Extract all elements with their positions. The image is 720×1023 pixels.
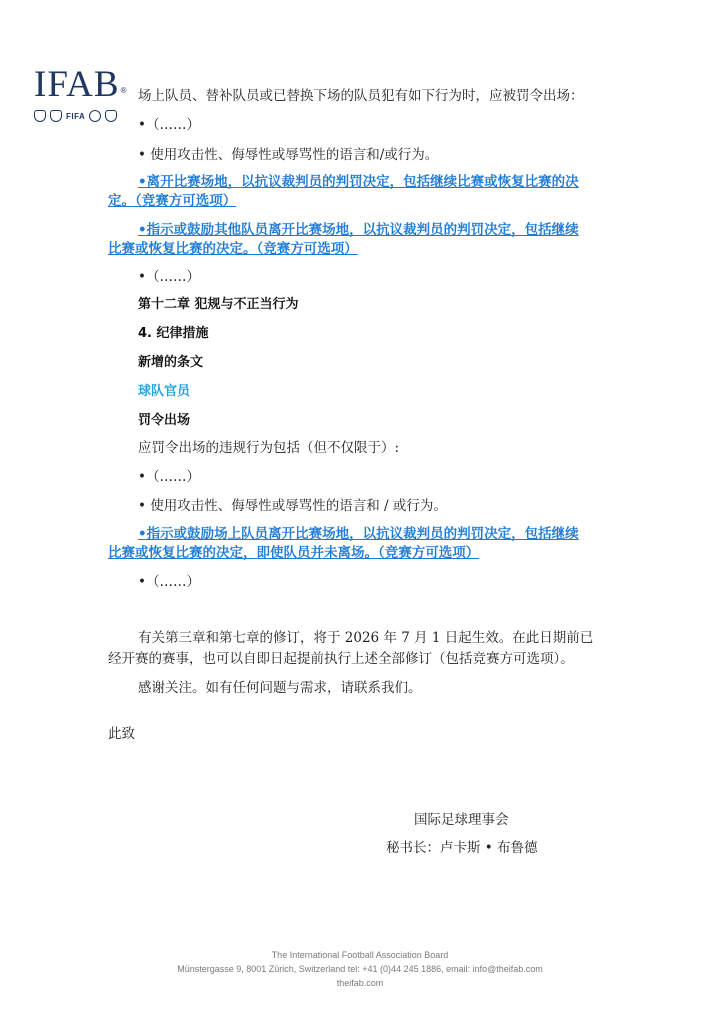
organization-name: 国际足球理事会 bbox=[414, 812, 509, 828]
member-associations bbox=[34, 110, 134, 122]
logo-text: IFAB bbox=[34, 64, 120, 105]
effective-date-paragraph: 经开赛的赛事，也可以自即日起提前执行上述全部修订（包括竞赛方可选项）。 bbox=[108, 651, 574, 667]
northern-ireland-crest-icon bbox=[105, 110, 117, 122]
thanks-paragraph: 感谢关注。如有任何问题与需求，请联系我们。 bbox=[138, 680, 422, 696]
footer-address: Münstergasse 9, 8001 Zürich, Switzerland tel: +41 (0)44 245 1886, email: info@theifab.com bbox=[177, 964, 543, 974]
list-item: •（……） bbox=[138, 117, 200, 133]
closing-salutation: 此致 bbox=[108, 726, 135, 742]
amendment-line: •离开比赛场地，以抗议裁判员的判罚决定，包括继续比赛或恢复比赛的决 bbox=[138, 174, 579, 190]
intro-text: 场上队员、替补队员或已替换下场的队员犯有如下行为时，应被罚令出场： bbox=[138, 88, 584, 104]
scotland-crest-icon bbox=[50, 110, 62, 122]
amendment-line: •指示或鼓励其他队员离开比赛场地，以抗议裁判员的判罚决定，包括继续 bbox=[138, 222, 579, 238]
fifa-logo: FIFA bbox=[66, 111, 86, 121]
footer-org: The International Football Association Board bbox=[271, 950, 449, 960]
new-text-label: 新增的条文 bbox=[138, 355, 204, 370]
chapter-heading: 第十二章 犯规与不正当行为 bbox=[138, 297, 299, 312]
sending-off-heading: 罚令出场 bbox=[138, 413, 191, 428]
amendment-line: 比赛或恢复比赛的决定。（竞赛方可选项） bbox=[108, 241, 358, 257]
list-item: •（……） bbox=[138, 574, 200, 590]
registered-mark: ® bbox=[120, 86, 128, 95]
list-item: •（……） bbox=[138, 469, 200, 485]
list-item: •（……） bbox=[138, 269, 200, 285]
list-item: • 使用攻击性、侮辱性或辱骂性的语言和/或行为。 bbox=[138, 147, 439, 163]
amendment-line: •指示或鼓励场上队员离开比赛场地，以抗议裁判员的判罚决定，包括继续 bbox=[138, 526, 579, 542]
amendment-line: 定。（竞赛方可选项） bbox=[108, 193, 237, 209]
section-heading: 4. 纪律措施 bbox=[138, 326, 209, 341]
footer-website: theifab.com bbox=[336, 978, 384, 988]
offences-intro: 应罚令出场的违规行为包括（但不仅限于）: bbox=[138, 440, 400, 456]
ifab-logo bbox=[34, 66, 134, 122]
signatory: 秘书长：卢卡斯 • 布鲁德 bbox=[386, 840, 538, 856]
amendment-line: 比赛或恢复比赛的决定，即使队员并未离场。（竞赛方可选项） bbox=[108, 545, 480, 561]
england-crest-icon bbox=[34, 110, 46, 122]
wales-crest-icon bbox=[89, 110, 101, 122]
list-item: • 使用攻击性、侮辱性或辱骂性的语言和 / 或行为。 bbox=[138, 498, 447, 514]
team-officials-heading: 球队官员 bbox=[138, 384, 191, 399]
effective-date-paragraph: 有关第三章和第七章的修订，将于 2026 年 7 月 1 日起生效。在此日期前已 bbox=[138, 630, 594, 646]
